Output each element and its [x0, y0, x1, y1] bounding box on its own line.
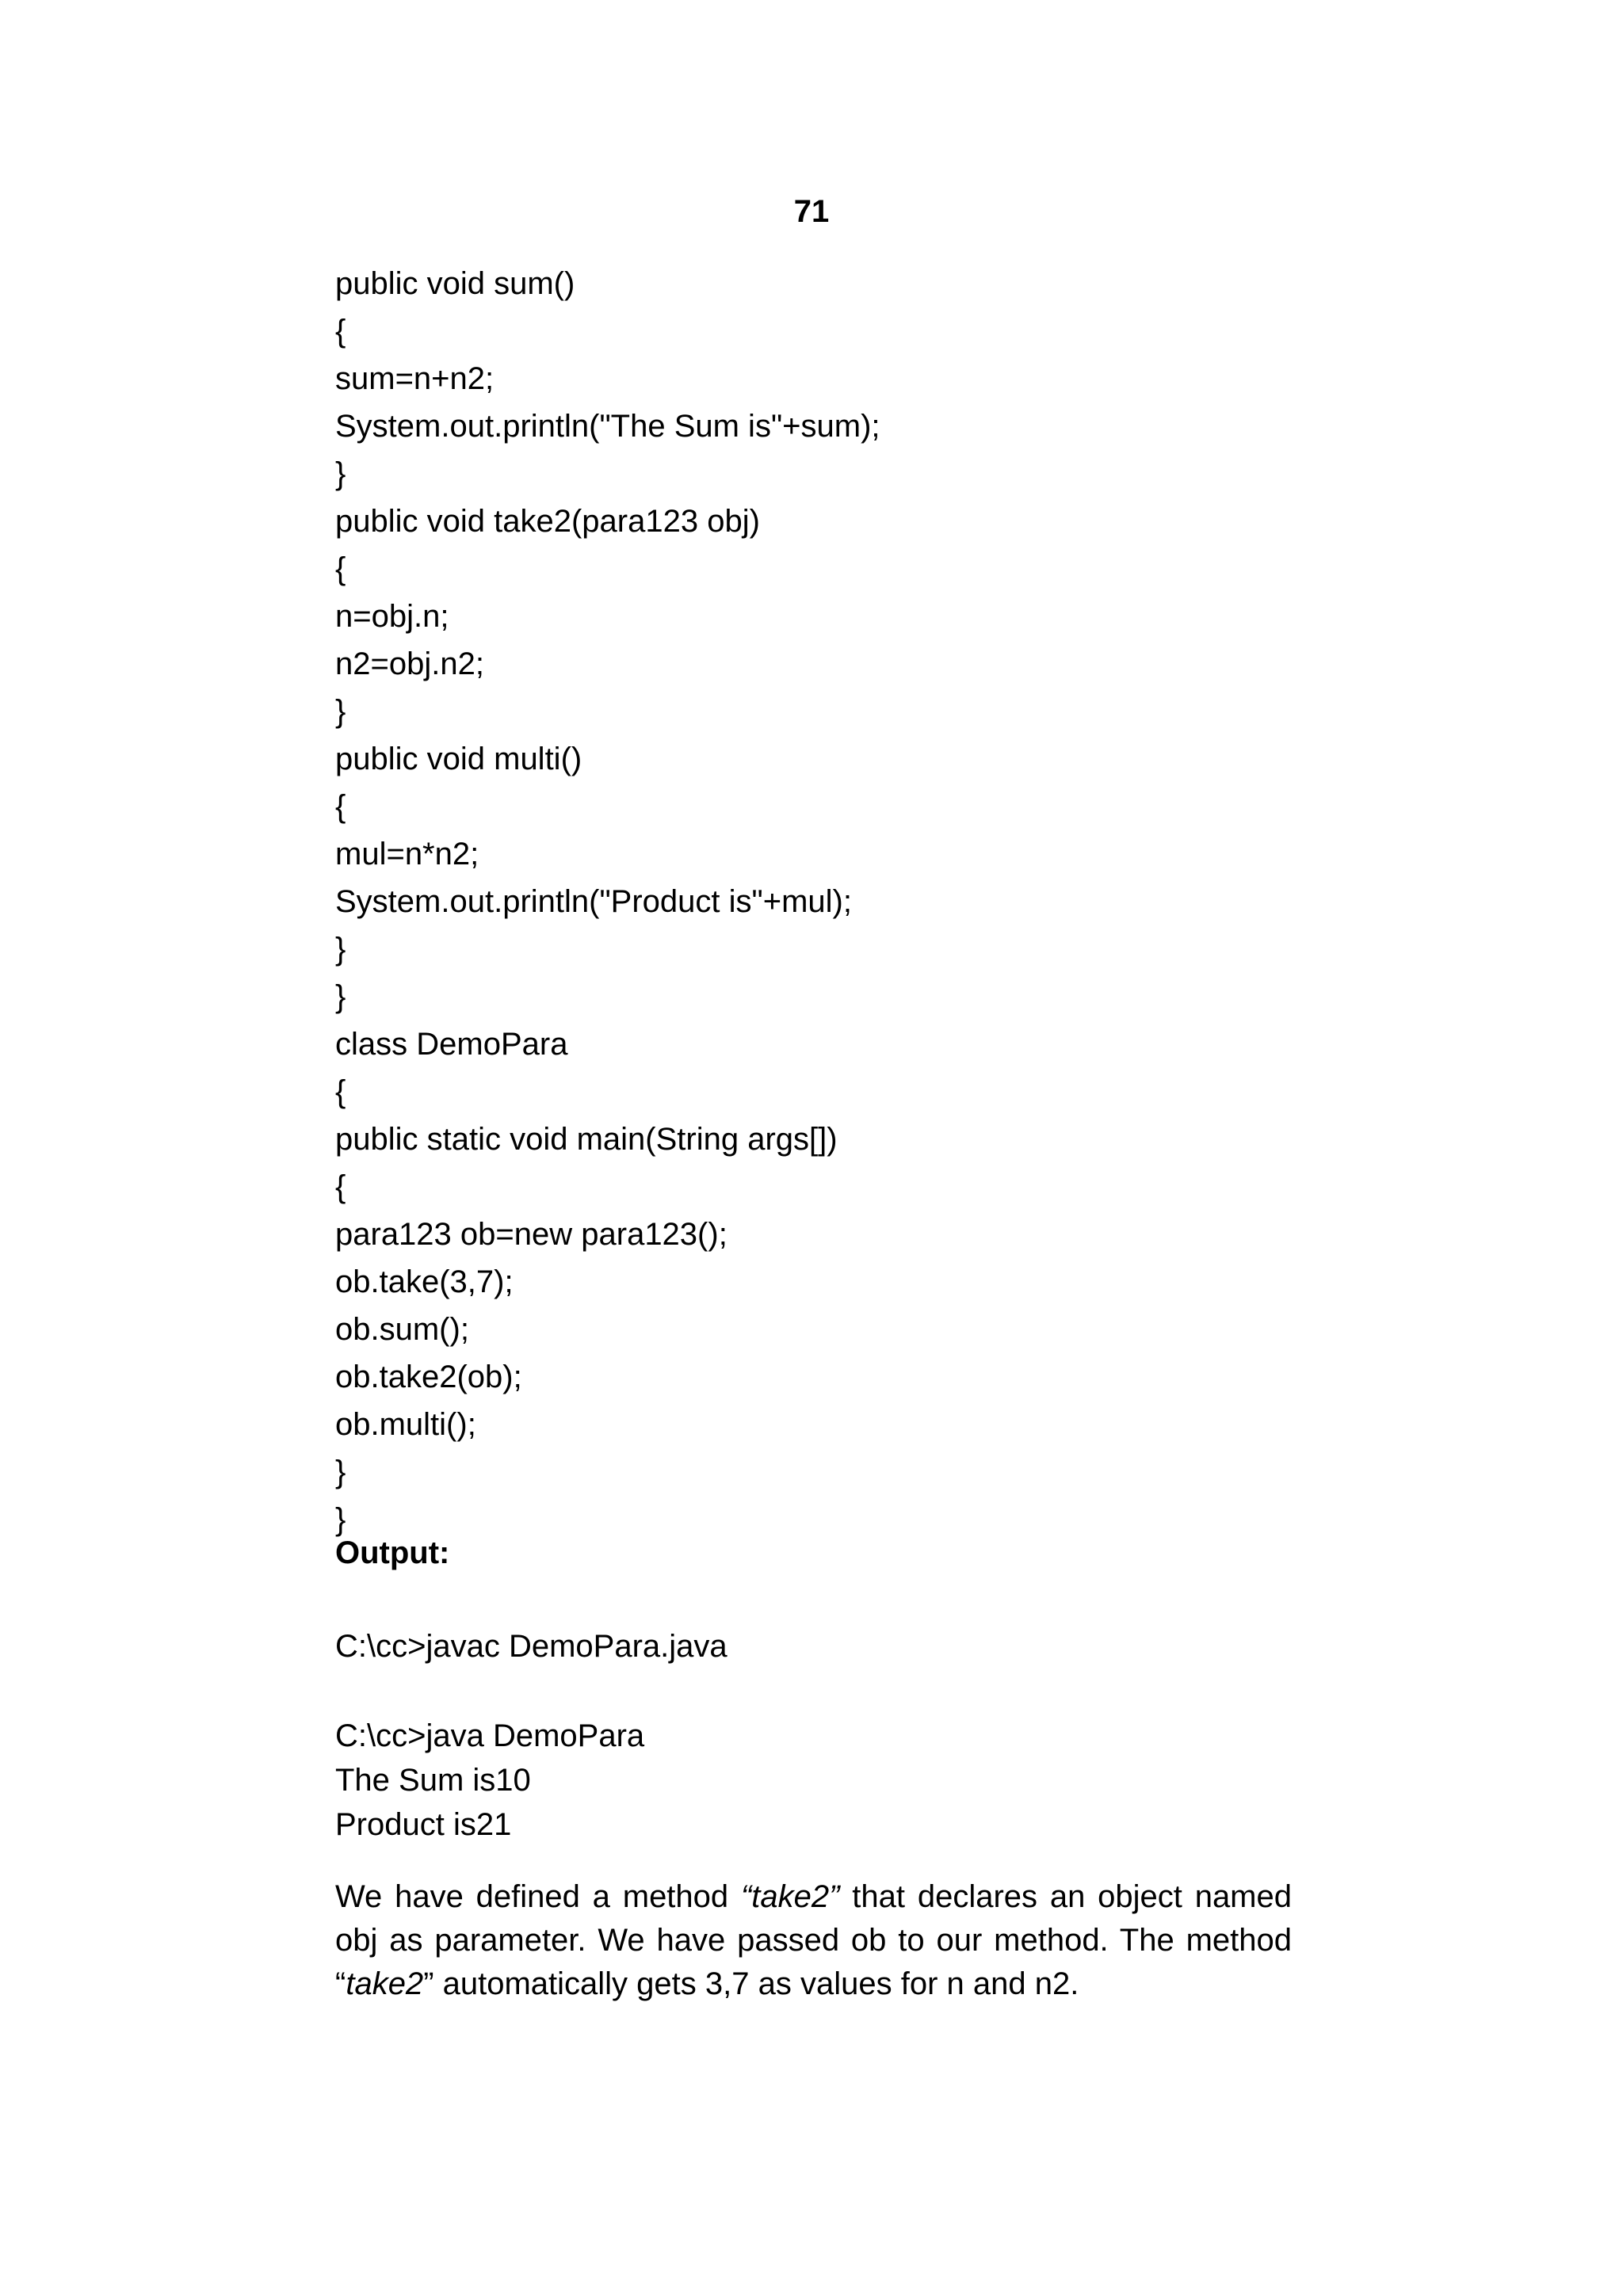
- explanation-text: ” automatically gets 3,7 as values for n and n2.: [423, 1966, 1079, 2001]
- method-name-term: take2: [346, 1966, 424, 2001]
- code-line: mul=n*n2;: [335, 837, 479, 871]
- code-line: public void sum(): [335, 266, 575, 301]
- output-heading: Output:: [335, 1535, 450, 1570]
- code-listing: [335, 260, 1302, 1543]
- code-line: public static void main(String args[]): [335, 1122, 838, 1157]
- code-line: }: [335, 1502, 346, 1537]
- explanation-text: that declares an object named obj as parameter. We have passed ob to our method. The method “: [335, 1879, 1292, 2001]
- product-result: Product is21: [335, 1807, 512, 1842]
- code-line: n=obj.n;: [335, 599, 449, 634]
- code-line: ob.take2(ob);: [335, 1360, 522, 1394]
- code-line: n2=obj.n2;: [335, 646, 484, 681]
- code-line: {: [335, 314, 346, 349]
- code-line: para123 ob=new para123();: [335, 1217, 727, 1252]
- code-line: ob.sum();: [335, 1312, 469, 1347]
- compile-command: C:\cc>javac DemoPara.java: [335, 1629, 727, 1664]
- code-line: public void multi(): [335, 742, 582, 776]
- code-line: {: [335, 1074, 346, 1109]
- code-line: System.out.println("The Sum is"+sum);: [335, 409, 880, 444]
- sum-result: The Sum is10: [335, 1763, 531, 1798]
- code-line: }: [335, 694, 346, 729]
- code-line: ob.take(3,7);: [335, 1264, 514, 1299]
- code-line: public void take2(para123 obj): [335, 504, 760, 539]
- run-command: C:\cc>java DemoPara: [335, 1718, 645, 1753]
- code-line: ob.multi();: [335, 1407, 476, 1442]
- code-line: }: [335, 456, 346, 491]
- code-line: }: [335, 979, 346, 1014]
- explanation-paragraph: [335, 1875, 1292, 2006]
- code-line: {: [335, 551, 346, 586]
- page-number: 71: [793, 194, 830, 229]
- code-line: {: [335, 789, 346, 824]
- method-name-term: “take2”: [740, 1879, 840, 1914]
- code-line: {: [335, 1169, 346, 1204]
- code-line: class DemoPara: [335, 1027, 568, 1062]
- code-line: sum=n+n2;: [335, 361, 495, 396]
- code-line: }: [335, 1455, 346, 1489]
- run-output: [335, 1714, 1302, 1847]
- code-line: System.out.println("Product is"+mul);: [335, 884, 852, 919]
- explanation-text: We have defined a method: [335, 1879, 741, 1914]
- compile-output: [335, 1624, 1302, 1669]
- code-line: }: [335, 932, 346, 967]
